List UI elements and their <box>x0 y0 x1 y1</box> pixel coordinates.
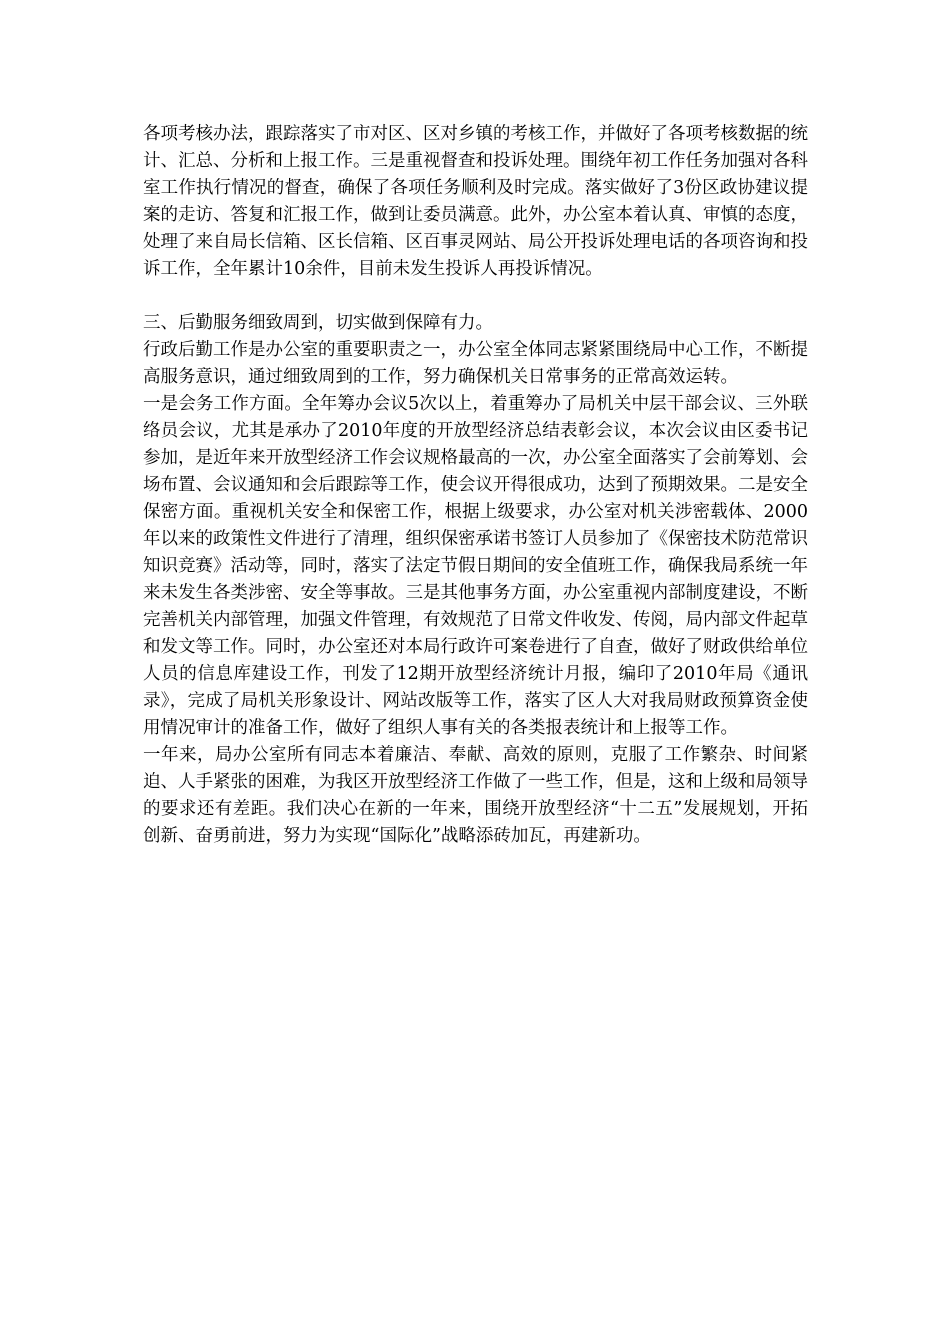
paragraph-logistics-intro: 行政后勤工作是办公室的重要职责之一，办公室全体同志紧紧围绕局中心工作，不断提高服务意识，通过细致周到的工作，努力确保机关日常事务的正常高效运转。 <box>143 340 808 387</box>
paragraph-conclusion: 一年来，局办公室所有同志本着廉洁、奉献、高效的原则，克服了工作繁杂、时间紧迫、人手紧张的困难，为我区开放型经济工作做了一些工作，但是，这和上级和局领导的要求还有差距。我们决心在新的一年来，围绕开放型经济“十二五”发展规划，开拓创新、奋勇前进，努力为实现“国际化”战略添砖加瓦，再建新功。 <box>143 745 808 846</box>
document-body <box>143 121 808 850</box>
paragraph-logistics-details: 一是会务工作方面。全年筹办会议5次以上，着重筹办了局机关中层干部会议、三外联络员会议，尤其是承办了2010年度的开放型经济总结表彰会议，本次会议由区委书记参加，是近年来开放型经济工作会议规格最高的一次，办公室全面落实了会前筹划、会场布置、会议通知和会后跟踪等工作，使会议开得很成功，达到了预期效果。二是安全保密方面。重视机关安全和保密工作，根据上级要求，办公室对机关涉密载体、2000年以来的政策性文件进行了清理，组织保密承诺书签订人员参加了《保密技术防范常识知识竞赛》活动等，同时，落实了法定节假日期间的安全值班工作，确保我局系统一年来未发生各类涉密、安全等事故。三是其他事务方面，办公室重视内部制度建设，不断完善机关内部管理，加强文件管理，有效规范了日常文件收发、传阅，局内部文件起草和发文等工作。同时，办公室还对本局行政许可案卷进行了自查，做好了财政供给单位人员的信息库建设工作，刊发了12期开放型经济统计月报，编印了2010年局《通讯录》，完成了局机关形象设计、网站改版等工作，落实了区人大对我局财政预算资金使用情况审计的准备工作，做好了组织人事有关的各类报表统计和上报等工作。 <box>143 394 808 738</box>
paragraph-spacer <box>143 283 808 310</box>
section-heading-logistics: 三、后勤服务细致周到，切实做到保障有力。 <box>143 313 493 333</box>
paragraph-assessment: 各项考核办法，跟踪落实了市对区、区对乡镇的考核工作，并做好了各项考核数据的统计、汇总、分析和上报工作。三是重视督查和投诉处理。围绕年初工作任务加强对各科室工作执行情况的督查，确保了各项任务顺利及时完成。落实做好了3份区政协建议提案的走访、答复和汇报工作，做到让委员满意。此外，办公室本着认真、审慎的态度，处理了来自局长信箱、区长信箱、区百事灵网站、局公开投诉处理电话的各项咨询和投诉工作，全年累计10余件，目前未发生投诉人再投诉情况。 <box>143 124 808 279</box>
